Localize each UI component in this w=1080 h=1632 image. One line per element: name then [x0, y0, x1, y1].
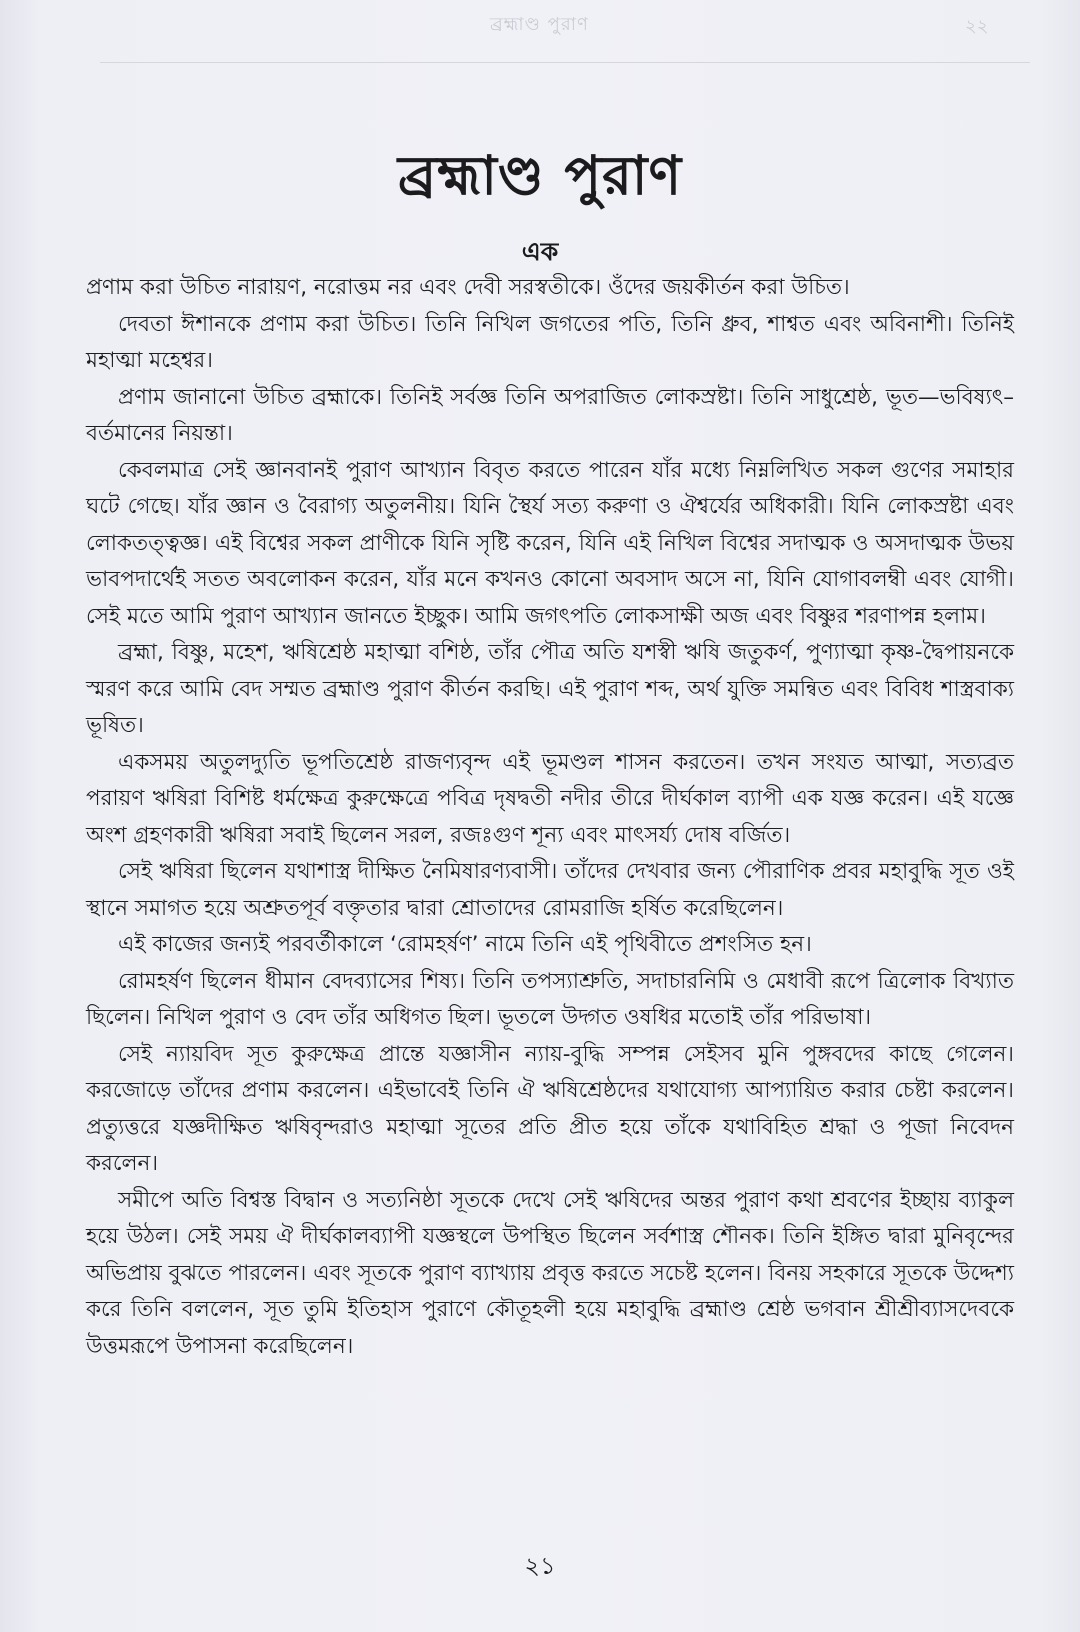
paragraph: এই কাজের জন্যই পরবর্তীকালে ‘রোমহর্ষণ’ নামে তিনি এই পৃথিবীতে প্রশংসিত হন।: [118, 932, 812, 957]
page-title: ব্রহ্মাণ্ড পুরাণ: [397, 144, 683, 208]
paragraph: রোমহর্ষণ ছিলেন ধীমান বেদব্যাসের শিষ্য। তিনি তপস্যাশ্রুতি, সদাচারনিমি ও মেধাবী রূপে ত্রিলোক বিখ্যাত ছিলেন। নিখিল পুরাণ ও বেদ তাঁর অধিগত ছিল। ভূতলে উদ্গত ওষধির মতোই তাঁর পরিভাষা।: [86, 968, 1014, 1030]
paragraph: প্রণাম জানানো উচিত ব্রহ্মাকে। তিনিই সর্বজ্ঞ তিনি অপরাজিত লোকস্রষ্টা। তিনি সাধুশ্রেষ্ঠ, ভূত—ভবিষ্যৎ– বর্তমানের নিয়ন্তা।: [86, 384, 1014, 446]
paragraph: প্রণাম করা উচিত নারায়ণ, নরোত্তম নর এবং দেবী সরস্বতীকে। ওঁদের জয়কীর্তন করা উচিত।: [86, 275, 850, 300]
body-text: [86, 270, 1014, 1365]
paragraph: একসময় অতুলদ্যুতি ভূপতিশ্রেষ্ঠ রাজণ্যবৃন্দ এই ভূমণ্ডল শাসন করতেন। তখন সংযত আত্মা, সত্যব্রত পরায়ণ ঋষিরা বিশিষ্ট ধর্মক্ষেত্র কুরুক্ষেত্রে পবিত্র দৃষদ্বতী নদীর তীরে দীর্ঘকাল ব্যাপী এক যজ্ঞ করেন। এই যজ্ঞে অংশ গ্রহণকারী ঋষিরা সবাই ছিলেন সরল, রজঃগুণ শূন্য এবং মাৎসর্য্য দোষ বর্জিত।: [86, 749, 1014, 848]
bleed-through-page-number: ২২: [965, 16, 989, 37]
paragraph: দেবতা ঈশানকে প্রণাম করা উচিত। তিনি নিখিল জগতের পতি, তিনি ধ্রুব, শাশ্বত এবং অবিনাশী। তিনিই মহাত্মা মহেশ্বর।: [86, 311, 1014, 373]
paragraph: সেই ঋষিরা ছিলেন যথাশাস্ত্র দীক্ষিত নৈমিষারণ্যবাসী। তাঁদের দেখবার জন্য পৌরাণিক প্রবর মহাবুদ্ধি সূত ওই স্থানে সমাগত হয়ে অশ্রুতপূর্ব বক্তৃতার দ্বারা শ্রোতাদের রোমরাজি হর্ষিত করেছিলেন।: [86, 859, 1014, 921]
bleed-through-rule: [100, 62, 1030, 63]
paragraph: ব্রহ্মা, বিষ্ণু, মহেশ, ঋষিশ্রেষ্ঠ মহাত্মা বশিষ্ঠ, তাঁর পৌত্র অতি যশস্বী ঋষি জতুকর্ণ, পুণ্যাত্মা কৃষ্ণ-দ্বৈপায়নকে স্মরণ করে আমি বেদ সম্মত ব্রহ্মাণ্ড পুরাণ কীর্তন করছি। এই পুরাণ শব্দ, অর্থ যুক্তি সমন্বিত এবং বিবিধ শাস্ত্রবাক্য ভূষিত।: [86, 640, 1014, 738]
paragraph: সমীপে অতি বিশ্বস্ত বিদ্বান ও সত্যনিষ্ঠা সূতকে দেখে সেই ঋষিদের অন্তর পুরাণ কথা শ্রবণের ইচ্ছায় ব্যাকুল হয়ে উঠল। সেই সময় ঐ দীর্ঘকালব্যাপী যজ্ঞস্থলে উপস্থিত ছিলেন সর্বশাস্ত্র শৌনক। তিনি ইঙ্গিত দ্বারা মুনিবৃন্দের অভিপ্রায় বুঝতে পারলেন। এবং সূতকে পুরাণ ব্যাখ্যায় প্রবৃত্ত করতে সচেষ্ট হলেন। বিনয় সহকারে সূতকে উদ্দেশ্য করে তিনি বললেন, সূত তুমি ইতিহাস পুরাণে কৌতূহলী হয়ে মহাবুদ্ধি ব্রহ্মাণ্ড শ্রেষ্ঠ ভগবান শ্রীশ্রীব্যাসদেবকে উত্তমরূপে উপাসনা করেছিলেন।: [86, 1187, 1014, 1359]
page-number: ২১: [524, 1552, 556, 1580]
paragraph: সেই ন্যায়বিদ সূত কুরুক্ষেত্র প্রান্তে যজ্ঞাসীন ন্যায়-বুদ্ধি সম্পন্ন সেইসব মুনি পুঙ্গবদের কাছে গেলেন। করজোড়ে তাঁদের প্রণাম করলেন। এইভাবেই তিনি ঐ ঋষিশ্রেষ্ঠদের যথাযোগ্য আপ্যায়িত করার চেষ্টা করলেন। প্রত্যুত্তরে যজ্ঞদীক্ষিত ঋষিবৃন্দরাও মহাত্মা সূতের প্রতি প্রীত হয়ে তাঁকে যথাবিহিত শ্রদ্ধা ও পূজা নিবেদন করলেন।: [86, 1041, 1014, 1176]
paragraph: কেবলমাত্র সেই জ্ঞানবানই পুরাণ আখ্যান বিবৃত করতে পারেন যাঁর মধ্যে নিম্নলিখিত সকল গুণের সমাহার ঘটে গেছে। যাঁর জ্ঞান ও বৈরাগ্য অতুলনীয়। যিনি স্থৈর্য সত্য করুণা ও ঐশ্বর্যের অধিকারী। যিনি লোকস্রষ্টা এবং লোকতত্ত্বজ্ঞ। এই বিশ্বের সকল প্রাণীকে যিনি সৃষ্টি করেন, যিনি এই নিখিল বিশ্বের সদাত্মক ও অসদাত্মক উভয় ভাবপদার্থেই সতত অবলোকন করেন, যাঁর মনে কখনও কোনো অবসাদ অসে না, যিনি যোগাবলম্বী এবং যোগী। সেই মতে আমি পুরাণ আখ্যান জানতে ইচ্ছুক। আমি জগৎপতি লোকসাক্ষী অজ এবং বিষ্ণুর শরণাপন্ন হলাম।: [86, 457, 1015, 629]
bleed-through-title: ব্রহ্মাণ্ড পুরাণ: [490, 14, 589, 35]
chapter-heading: এক: [521, 237, 559, 266]
bleed-through-header: [0, 0, 1080, 70]
